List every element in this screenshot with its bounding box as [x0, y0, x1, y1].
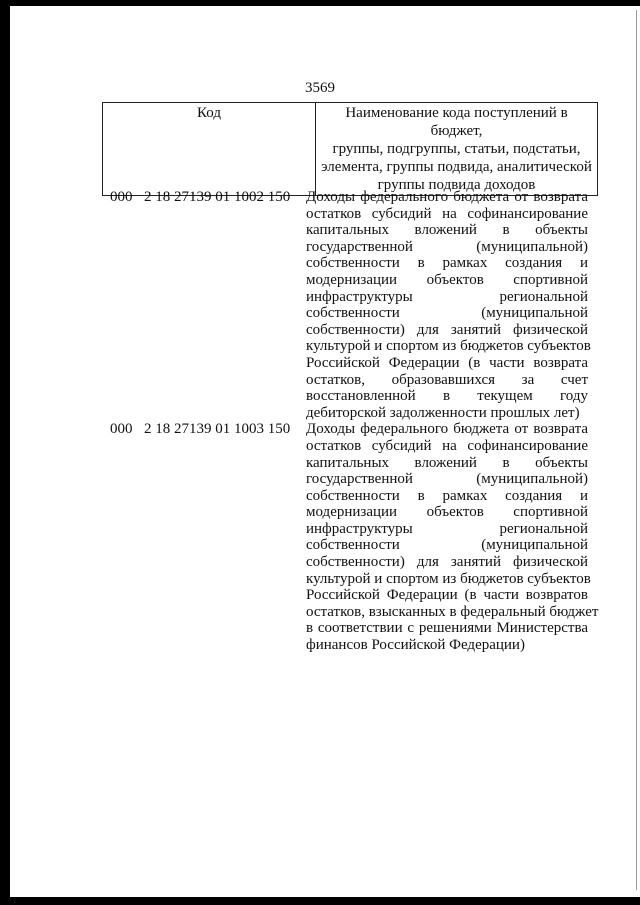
table-row [0, 189, 640, 421]
header-code: Код [103, 103, 316, 196]
header-line: группы, подгруппы, статьи, подстатьи, [332, 141, 581, 157]
description-line: остатков, взысканных в федеральный бюджет [306, 603, 599, 620]
income-description [306, 189, 591, 421]
table-header [102, 102, 598, 196]
description-line: модернизации объектов спортивной [306, 271, 588, 288]
description-line: собственности (муниципальной [306, 305, 588, 322]
description-line: в соответствии с решениями Министерства [306, 620, 588, 637]
page-number: 3569 [305, 80, 335, 96]
description-line: остатков субсидий на софинансирование [306, 205, 588, 222]
description-line: остатков, образовавшихся за счет [306, 371, 588, 388]
header-line: Наименование кода поступлений в бюджет, [345, 105, 568, 139]
description-line: Российской Федерации (в части возврата [306, 354, 588, 371]
description-line: собственности (муниципальной [306, 537, 588, 554]
admin-code: 000 [110, 421, 133, 438]
description-line: дебиторской задолженности прошлых лет) [306, 404, 580, 421]
table-row [0, 421, 640, 653]
description-line: культурой и спортом из бюджетов субъектов [306, 570, 591, 587]
description-line: культурой и спортом из бюджетов субъектов [306, 338, 591, 355]
income-code: 2 18 27139 01 1002 150 [144, 189, 291, 205]
description-line: Российской Федерации (в части возвратов [306, 587, 588, 604]
description-line: собственности) для занятий физической [306, 321, 588, 338]
description-line: инфраструктуры региональной [306, 288, 588, 305]
header-name [316, 103, 598, 196]
description-line: собственности) для занятий физической [306, 554, 588, 571]
scan-border-bottom [0, 897, 640, 905]
description-line: собственности в рамках создания и [306, 487, 588, 504]
description-line: капитальных вложений в объекты [306, 454, 588, 471]
header-line: элемента, группы подвида, аналитической [321, 159, 592, 175]
description-line: государственной (муниципальной) [306, 471, 588, 488]
income-code: 2 18 27139 01 1003 150 [144, 421, 291, 438]
description-line: капитальных вложений в объекты [306, 222, 588, 239]
description-line: Доходы федерального бюджета от возврата [306, 189, 588, 205]
description-line: инфраструктуры региональной [306, 520, 588, 537]
description-line: Доходы федерального бюджета от возврата [306, 421, 588, 438]
description-line: модернизации объектов спортивной [306, 504, 588, 521]
table-body [0, 189, 640, 654]
income-description [306, 421, 599, 654]
scan-border-top [0, 0, 640, 6]
description-line: остатков субсидий на софинансирование [306, 437, 588, 454]
description-line: собственности в рамках создания и [306, 255, 588, 272]
header-line: группы подвида доходов [377, 177, 536, 193]
description-line: восстановленной в текущем году [306, 388, 588, 405]
admin-code: 000 [110, 189, 133, 205]
description-line: финансов Российской Федерации) [306, 637, 525, 654]
description-line: государственной (муниципальной) [306, 238, 588, 255]
